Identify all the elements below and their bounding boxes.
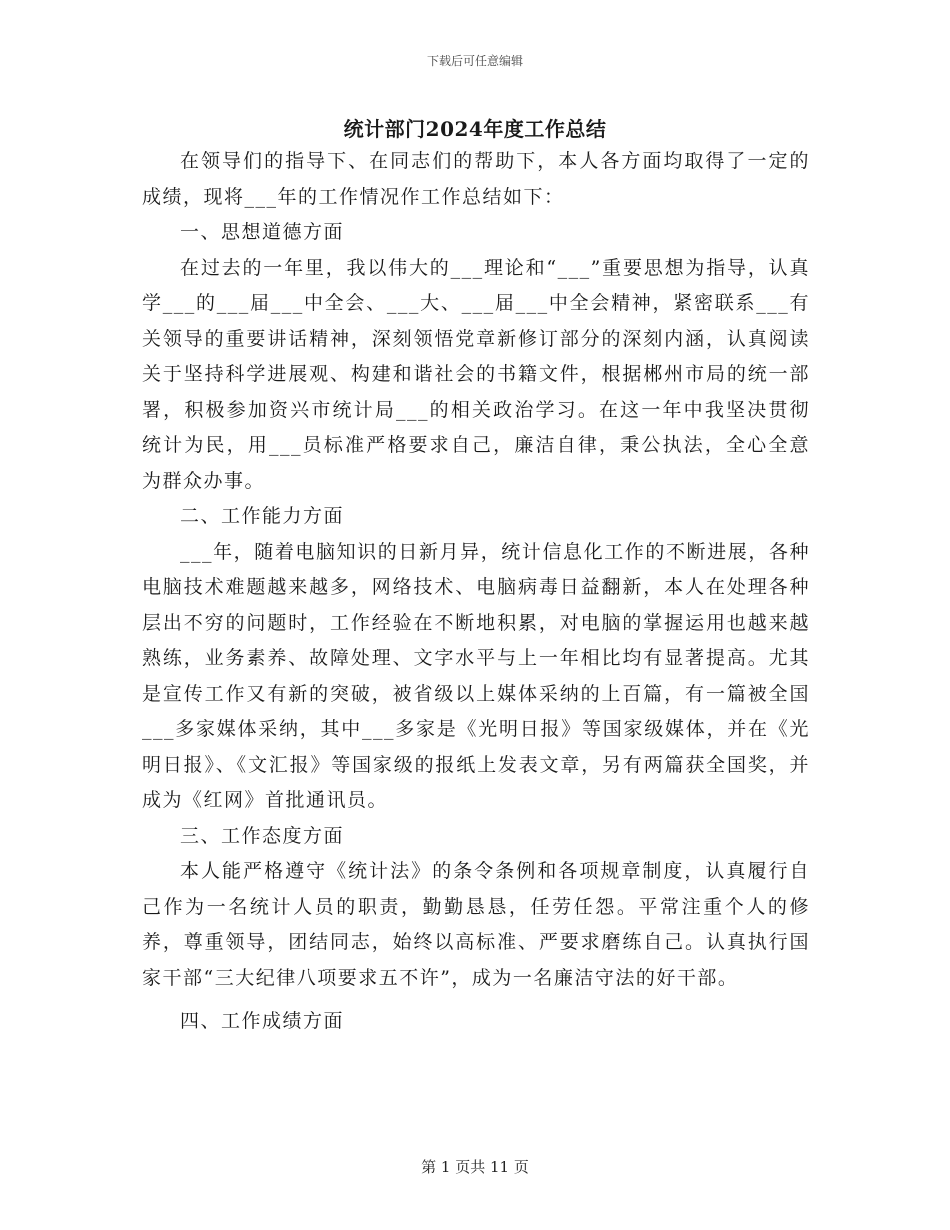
document-title: 统计部门2024年度工作总结 <box>343 117 607 141</box>
attitude-paragraph: 本人能严格遵守《统计法》的条令条例和各项规章制度，认真履行自己作为一名统计人员的职责，勤勤恳恳，任劳任怨。平常注重个人的修养，尊重领导，团结同志，始终以高标准、严要求磨练自己。认真执行国家干部“三大纪律八项要求五不许”，成为一名廉洁守法的好干部。 <box>142 860 810 989</box>
section-heading-ability: 二、工作能力方面 <box>180 505 345 527</box>
section-heading-ideology: 一、思想道德方面 <box>180 221 345 243</box>
section-heading-attitude: 三、工作态度方面 <box>180 824 345 847</box>
section-heading-achievements: 四、工作成绩方面 <box>180 1010 345 1032</box>
document-body <box>142 144 810 1040</box>
ideology-paragraph: 在过去的一年里，我以伟大的___理论和“___”重要思想为指导，认真学___的___届___中全会、___大、___届___中全会精神，紧密联系___有关领导的重要讲话精神，深刻领悟党章新修订部分的深刻内涵，认真阅读关于坚持科学进展观、构建和谐社会的书籍文件，根据郴州市局的统一部署，积极参加资兴市统计局___的相关政治学习。在这一年中我坚决贯彻统计为民，用___员标准严格要求自己，廉洁自律，秉公执法，全心全意为群众办事。 <box>142 256 810 492</box>
page-header-note: 下载后可任意编辑 <box>426 54 523 68</box>
page-number-footer: 第 1 页共 11 页 <box>421 1158 529 1176</box>
ability-paragraph: ___年，随着电脑知识的日新月异，统计信息化工作的不断进展，各种电脑技术难题越来越多，网络技术、电脑病毒日益翻新，本人在处理各种层出不穷的问题时，工作经验在不断地积累，对电脑的掌握运用也越来越熟练，业务素养、故障处理、文字水平与上一年相比均有显著提高。尤其是宣传工作又有新的突破，被省级以上媒体采纳的上百篇，有一篇被全国___多家媒体采纳，其中___多家是《光明日报》等国家级媒体，并在《光明日报》、《文汇报》等国家级的报纸上发表文章，另有两篇获全国奖，并成为《红网》首批通讯员。 <box>142 540 810 811</box>
intro-paragraph: 在领导们的指导下、在同志们的帮助下，本人各方面均取得了一定的成绩，现将___年的工作情况作工作总结如下： <box>142 150 810 208</box>
